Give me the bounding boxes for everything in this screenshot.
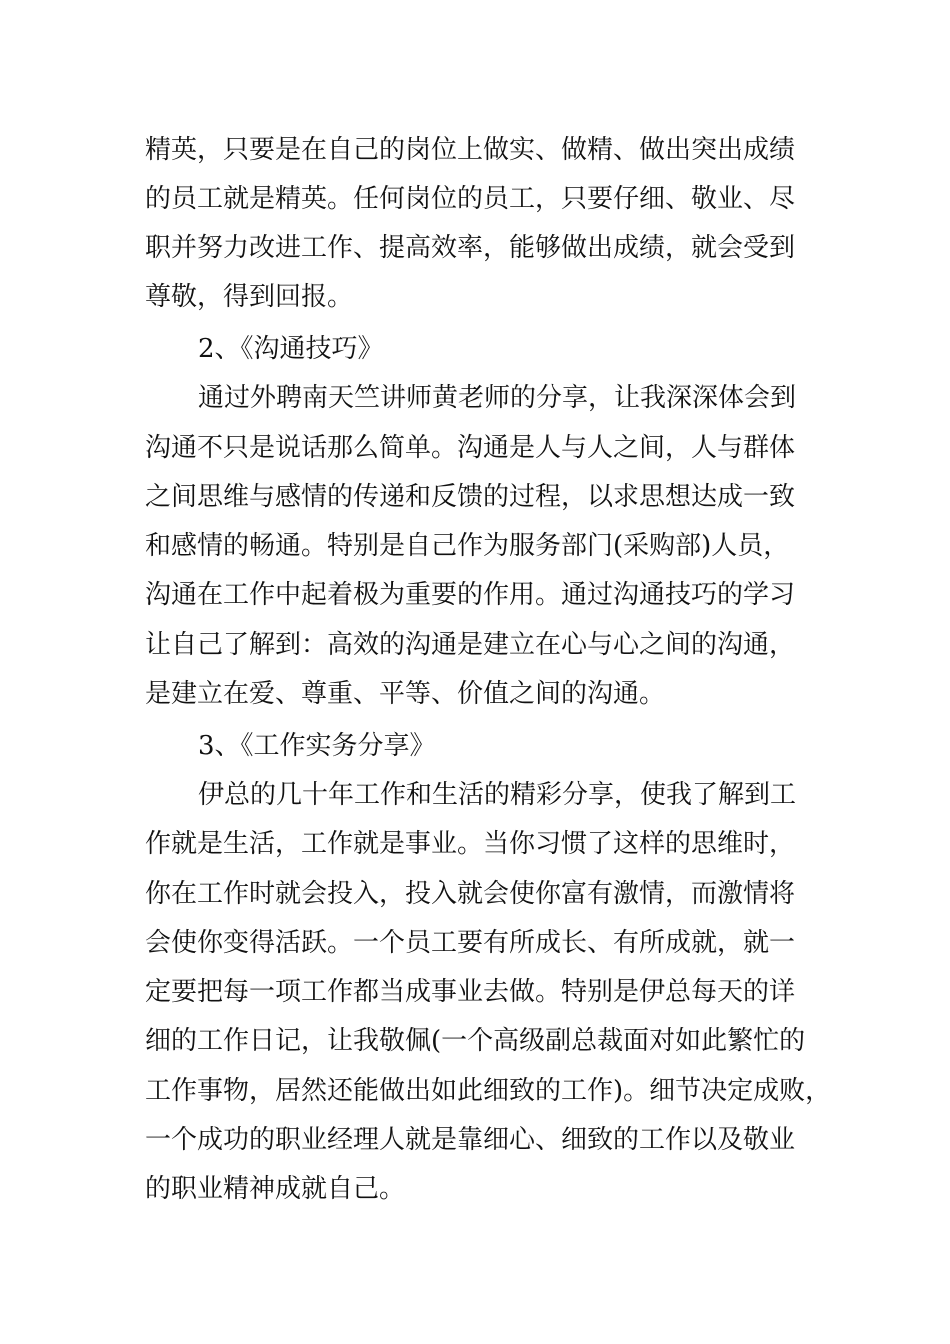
text-line: 伊总的几十年工作和生活的精彩分享，使我了解到工 xyxy=(198,780,797,810)
text-line: 和感情的畅通。特别是自己作为服务部门(采购部)人员， xyxy=(145,531,790,561)
text-line: 是建立在爱、尊重、平等、价值之间的沟通。 xyxy=(145,679,666,709)
section-heading-communication-skills: 2、《沟通技巧》 xyxy=(198,334,384,364)
text-line: 之间思维与感情的传递和反馈的过程，以求思想达成一致 xyxy=(145,482,796,512)
text-line: 沟通不只是说话那么简单。沟通是人与人之间，人与群体 xyxy=(145,433,796,463)
text-line: 让自己了解到：高效的沟通是建立在心与心之间的沟通， xyxy=(145,630,796,660)
section-heading-work-practice-sharing: 3、《工作实务分享》 xyxy=(198,731,436,761)
text-line: 会使你变得活跃。一个员工要有所成长、有所成就，就一 xyxy=(145,928,796,958)
text-line: 职并努力改进工作、提高效率，能够做出成绩，就会受到 xyxy=(145,233,796,263)
text-line: 你在工作时就会投入，投入就会使你富有激情，而激情将 xyxy=(145,879,796,909)
text-line: 定要把每一项工作都当成事业去做。特别是伊总每天的详 xyxy=(145,977,796,1007)
text-line: 沟通在工作中起着极为重要的作用。通过沟通技巧的学习 xyxy=(145,580,796,610)
text-line: 工作事物，居然还能做出如此细致的工作)。细节决定成败， xyxy=(145,1076,832,1106)
text-line: 通过外聘南天竺讲师黄老师的分享，让我深深体会到 xyxy=(198,383,797,413)
text-line: 的员工就是精英。任何岗位的员工，只要仔细、敬业、尽 xyxy=(145,184,796,214)
text-line: 尊敬，得到回报。 xyxy=(145,282,354,312)
text-line: 精英，只要是在自己的岗位上做实、做精、做出突出成绩 xyxy=(145,135,796,165)
text-line: 作就是生活，工作就是事业。当你习惯了这样的思维时， xyxy=(145,829,796,859)
text-line: 一个成功的职业经理人就是靠细心、细致的工作以及敬业 xyxy=(145,1125,796,1155)
text-line: 的职业精神成就自己。 xyxy=(145,1174,406,1204)
text-line: 细的工作日记，让我敬佩(一个高级副总裁面对如此繁忙的 xyxy=(145,1026,806,1056)
